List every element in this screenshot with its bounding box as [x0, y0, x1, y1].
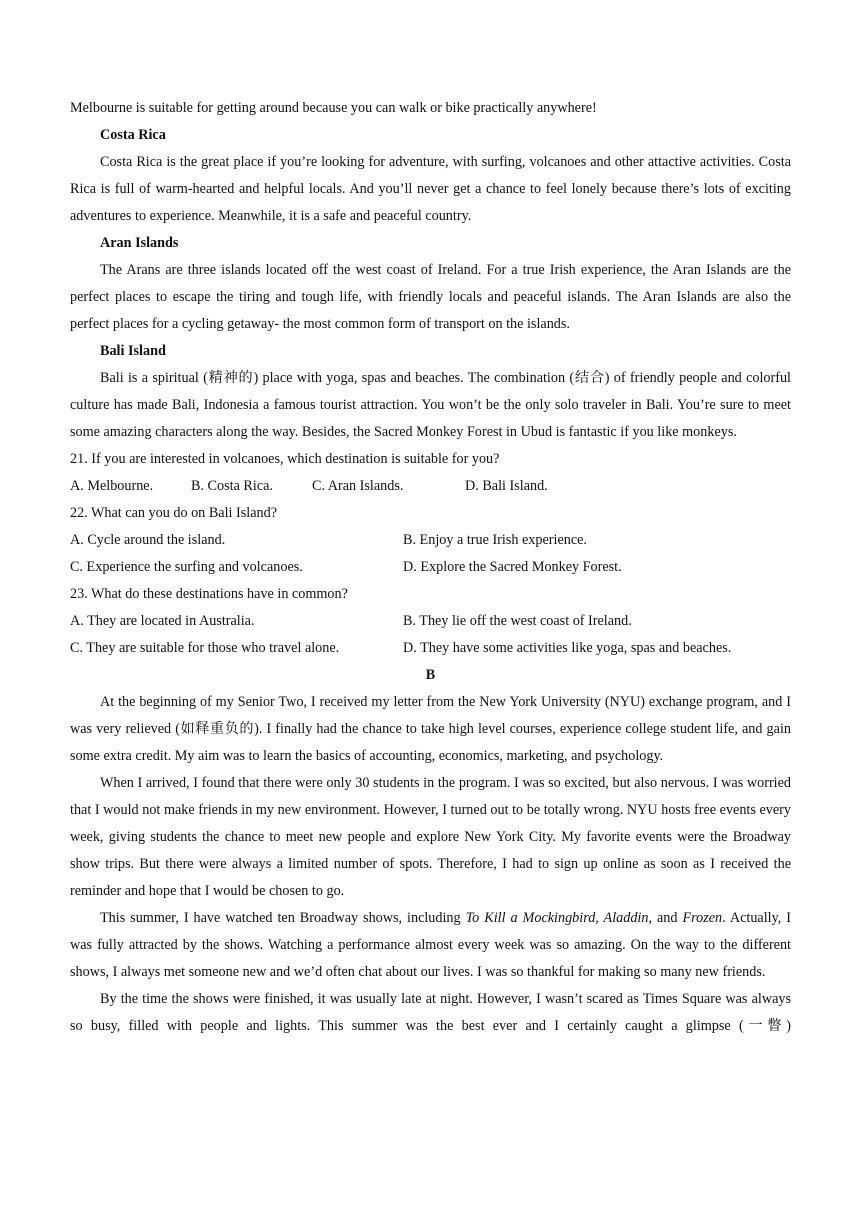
question-22-stem: 22. What can you do on Bali Island? [70, 505, 277, 521]
destination-heading-costa-rica: Costa Rica [100, 127, 166, 143]
question-21-options [70, 473, 791, 500]
question-21-option-c: C. Aran Islands. [312, 478, 404, 494]
question-22-option-c: C. Experience the surfing and volcanoes. [70, 559, 303, 575]
question-21-option-d: D. Bali Island. [465, 478, 548, 494]
question-23-option-b: B. They lie off the west coast of Ireland. [403, 613, 632, 629]
destination-text-bali-island: Bali is a spiritual (精神的) place with yoga, spas and beaches. The combination (结合) of friendly people and colorful culture has made Bali, Indonesia a famous tourist attraction. You won’t be the only solo traveler in Bali. You’re sure to meet some amazing characters along the way. Besides, the Sacred Monkey Forest in Ubud is fantastic if you like monkeys. [70, 370, 791, 440]
destination-text-costa-rica: Costa Rica is the great place if you’re looking for adventure, with surfing, volcanoes and other attactive activities. Costa Rica is full of warm-hearted and helpful locals. And you’ll never get a chance to feel lonely because there’s lots of exciting adventures to experience. Meanwhile, it is a safe and peaceful country. [70, 154, 791, 224]
question-23-option-c: C. They are suitable for those who travel alone. [70, 640, 340, 656]
passage-b-paragraph-4: By the time the shows were finished, it was usually late at night. However, I wasn’t scared as Times Square was always so busy, filled with people and lights. This summer was the best ever and I certainly caught a glimpse (一瞥) [70, 991, 791, 1034]
question-22-options-row-2 [70, 554, 791, 581]
question-21-option-a: A. Melbourne. [70, 478, 154, 494]
melbourne-closing-line: Melbourne is suitable for getting around because you can walk or bike practically anywhere! [70, 100, 597, 116]
question-22-option-a: A. Cycle around the island. [70, 532, 226, 548]
question-23-options-row-1 [70, 608, 791, 635]
question-22-option-d: D. Explore the Sacred Monkey Forest. [403, 559, 622, 575]
question-23-option-a: A. They are located in Australia. [70, 613, 255, 629]
question-21-option-b: B. Costa Rica. [191, 478, 273, 494]
document-page [70, 95, 791, 1040]
paragraph-3-start: This summer, I have watched ten Broadway shows, including [100, 910, 466, 926]
question-23-options-row-2 [70, 635, 791, 662]
destination-heading-bali-island: Bali Island [100, 343, 166, 359]
show-titles: To Kill a Mockingbird, Aladdin [465, 910, 649, 926]
passage-b-paragraph-2: When I arrived, I found that there were only 30 students in the program. I was so excited, but also nervous. I was worried that I would not make friends in my new environment. However, I turned out to be totally wrong. NYU hosts free events every week, giving students the chance to meet new people and explore New York City. My favorite events were the Broadway show trips. But there were always a limited number of spots. Therefore, I had to sign up online as soon as I received the reminder and hope that I would be chosen to go. [70, 775, 791, 899]
question-22-options-row-1 [70, 527, 791, 554]
destination-text-aran-islands: The Arans are three islands located off the west coast of Ireland. For a true Irish experience, the Aran Islands are the perfect places to escape the tiring and tough life, with friendly locals and peaceful islands. The Aran Islands are also the perfect places for a cycling getaway- the most common form of transport on the islands. [70, 262, 791, 332]
destination-heading-aran-islands: Aran Islands [100, 235, 179, 251]
paragraph-3-and: , and [648, 910, 683, 926]
show-title-frozen: Frozen [682, 910, 723, 926]
passage-b-paragraph-1: At the beginning of my Senior Two, I received my letter from the New York University (NYU) exchange program, and I was very relieved (如释重负的). I finally had the chance to take high level courses, experience college student life, and gain some extra credit. My aim was to learn the basics of accounting, economics, marketing, and psychology. [70, 694, 791, 764]
section-b-title: B [425, 667, 436, 683]
question-21-stem: 21. If you are interested in volcanoes, which destination is suitable for you? [70, 451, 500, 467]
question-22-option-b: B. Enjoy a true Irish experience. [403, 532, 587, 548]
paragraph-3-rest: . Actually, I was fully attracted by the shows. Watching a performance almost every week was so amazing. On the way to the different shows, I always met someone new and we’d often chat about our lives. I was so thankful for making so many new friends. [70, 910, 791, 980]
question-23-stem: 23. What do these destinations have in common? [70, 586, 348, 602]
question-23-option-d: D. They have some activities like yoga, spas and beaches. [403, 640, 732, 656]
passage-b-paragraph-3 [70, 905, 791, 986]
